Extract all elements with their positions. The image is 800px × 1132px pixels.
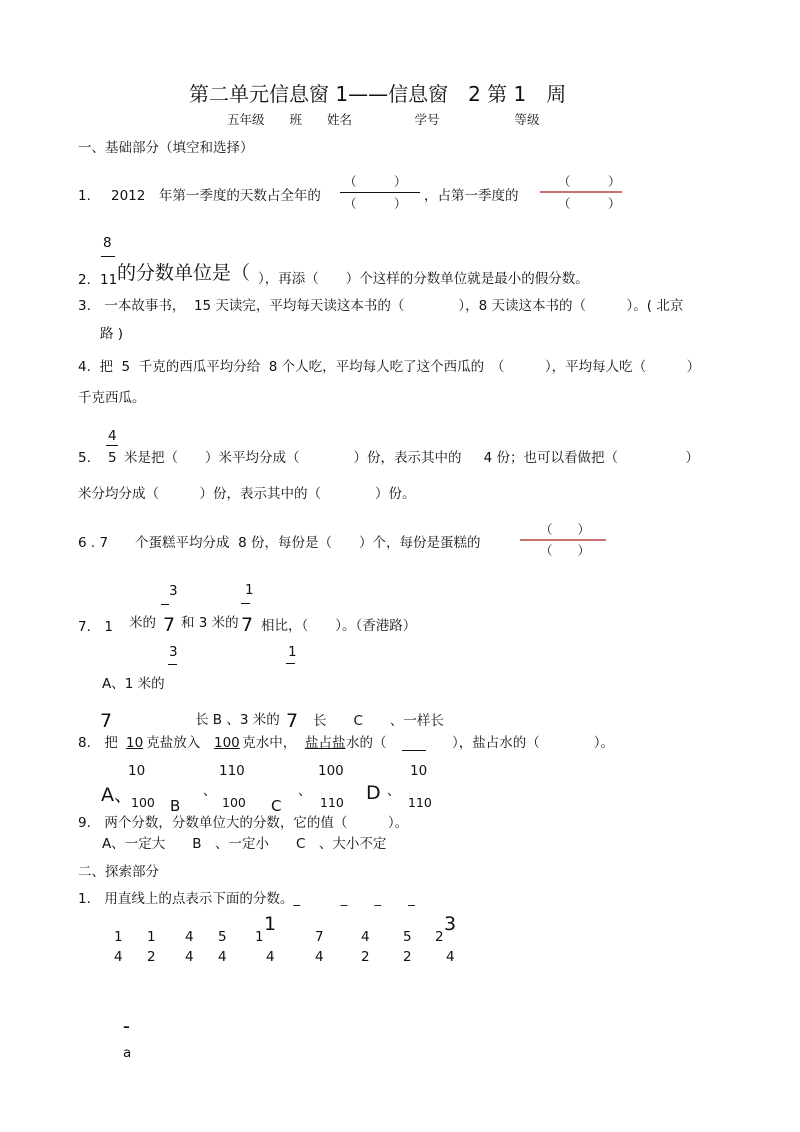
question-number: 7. 1 [78, 619, 113, 635]
separator: 、 [298, 783, 312, 799]
question-number: 8. 把 [78, 735, 118, 751]
option-d-numerator: 10 [410, 763, 428, 779]
option-a-label: A、 [101, 784, 133, 806]
option-d-label: D [366, 782, 381, 804]
footer-letter: a [123, 1045, 132, 1061]
fraction-numerator: 1 [288, 644, 297, 660]
question-text: 水的（ [346, 735, 387, 751]
fraction-numerator-blank: （ ） [558, 174, 621, 189]
question-text: 米分均分成（ ）份，表示其中的（ ）份。 [78, 486, 416, 502]
fraction-denominator: 7 [241, 614, 254, 636]
fraction-numerator: 1 [114, 929, 123, 945]
option-c-label: C [271, 797, 282, 815]
fraction-numerator: 1 [147, 929, 156, 945]
question-text: 的分数单位是（ [117, 262, 251, 284]
fraction-top-number: 3 [444, 913, 457, 935]
fraction-bar [520, 539, 606, 541]
fraction-bar [106, 445, 118, 446]
fraction-numerator: 3 [169, 583, 178, 599]
option-a-numerator: 10 [128, 763, 146, 779]
question-text: 相比，（ ）。（香港路） [261, 618, 417, 634]
fraction-denominator: 2 [147, 949, 156, 965]
fraction-denominator-blank: （ ） [540, 543, 591, 558]
fraction-denominator: 4 [218, 949, 227, 965]
fraction-numerator: 4 [108, 428, 117, 444]
fraction-bar [286, 663, 295, 664]
fraction-denominator: 5 [108, 450, 117, 466]
separator: 、 [387, 783, 401, 799]
footer-dash: – [123, 1019, 130, 1035]
fraction-numerator: 4 [361, 929, 370, 945]
option-d-denominator: 110 [408, 795, 432, 810]
option-b-label: B [170, 797, 181, 815]
fraction-denominator: 7 [100, 710, 113, 732]
fraction-numerator-blank: （ ） [344, 174, 407, 189]
fraction-denominator: 4 [266, 949, 275, 965]
separator: 、 [203, 783, 217, 799]
question-3-line1: 3. 一本故事书， 15 天读完，平均每天读这本书的（ ），8 天读这本书的（ ）。( 北京 [78, 298, 684, 314]
question-4-line2: 千克西瓜。 [78, 390, 146, 406]
fraction-numerator: 7 [315, 929, 324, 945]
fraction-denominator: 7 [163, 614, 176, 636]
question-9-options: A、一定大 B 、一定小 C 、大小不定 [102, 836, 387, 852]
fraction-numerator: 5 [403, 929, 412, 945]
option-b-numerator: 110 [219, 763, 245, 779]
question-text: ），再添（ ）个这样的分数单位就是最小的假分数。 [258, 271, 589, 287]
option-c-numerator: 100 [318, 763, 344, 779]
question-4-line1: 4. 把 5 千克的西瓜平均分给 8 个人吃，平均每人吃了这个西瓜的 （ ），平均每人吃（ ） [78, 359, 701, 375]
answer-blank-underline [402, 750, 426, 751]
fraction-bar [340, 192, 420, 193]
fraction-bar [101, 256, 115, 257]
fraction-denominator: 11 [100, 272, 118, 288]
option-a-denominator: 100 [131, 795, 155, 810]
fraction-numerator: 1 [255, 929, 264, 945]
question-number: 5. [78, 450, 91, 466]
question-9-line1: 9. 两个分数，分数单位大的分数，它的值（ ）。 [78, 815, 409, 831]
option-c-denominator: 110 [320, 795, 344, 810]
page-title: 第二单元信息窗 1——信息窗 2 第 1 周 [189, 82, 567, 106]
option-b-denominator: 100 [222, 795, 246, 810]
fraction-numerator: 8 [103, 235, 112, 251]
question-number: 1. [78, 188, 91, 204]
question-text: 克水中， [238, 735, 297, 751]
question-text: 2012 年第一季度的天数占全年的 [111, 188, 321, 204]
fraction-bar [168, 664, 177, 665]
fraction-numerator: 2 [435, 929, 444, 945]
fraction-denominator-blank: （ ） [558, 196, 621, 211]
question-text: 6 . 7 个蛋糕平均分成 8 份，每份是（ ）个，每份是蛋糕的 [78, 535, 481, 551]
fraction-denominator: 2 [403, 949, 412, 965]
fraction-denominator: 4 [114, 949, 123, 965]
question-text: 克盐放入 [142, 735, 201, 751]
fraction-bar [161, 604, 169, 605]
question-text: 米的 [129, 615, 156, 631]
section-heading-basic: 一、基础部分（填空和选择） [78, 140, 254, 156]
fraction-denominator: 4 [446, 949, 455, 965]
fraction-denominator: 7 [286, 710, 299, 732]
fraction-numerator: 1 [245, 582, 254, 598]
fraction-denominator: 2 [361, 949, 370, 965]
fraction-numerator: 5 [218, 929, 227, 945]
question-text: ，占第一季度的 [424, 188, 519, 204]
question-number: 2. [78, 272, 91, 288]
question-text: 和 3 米的 [181, 615, 239, 631]
fraction-denominator: 4 [315, 949, 324, 965]
fraction-bar [540, 191, 622, 193]
question-text: ），盐占水的（ ）。 [452, 735, 614, 751]
question-3-line2: 路 ) [100, 326, 124, 342]
salt-amount: 10 [126, 735, 144, 751]
fraction-numerator: 4 [185, 929, 194, 945]
fraction-denominator-blank: （ ） [344, 196, 407, 211]
fraction-denominator: 4 [185, 949, 194, 965]
option-b: 长 B 、3 米的 [195, 712, 280, 728]
question-text: 米是把（ ）米平均分成（ ）份，表示其中的 4 份；也可以看做把（ ） [124, 450, 699, 466]
option-a: A、1 米的 [102, 676, 165, 692]
fraction-numerator-blank: （ ） [540, 522, 591, 537]
student-info-line: 五年级 班 姓名 学号 等级 [227, 112, 540, 127]
water-amount: 100 [214, 735, 240, 751]
option-c: 长 C 、一样长 [313, 713, 444, 729]
question-text: 盐占盐 [305, 735, 346, 751]
fraction-numerator: 3 [169, 644, 178, 660]
fraction-bar [241, 603, 250, 604]
question-text: 1. 用直线上的点表示下面的分数。_ _ _ _ [78, 891, 415, 907]
fraction-top-number: 1 [264, 913, 277, 935]
section-heading-explore: 二、探索部分 [78, 864, 159, 880]
